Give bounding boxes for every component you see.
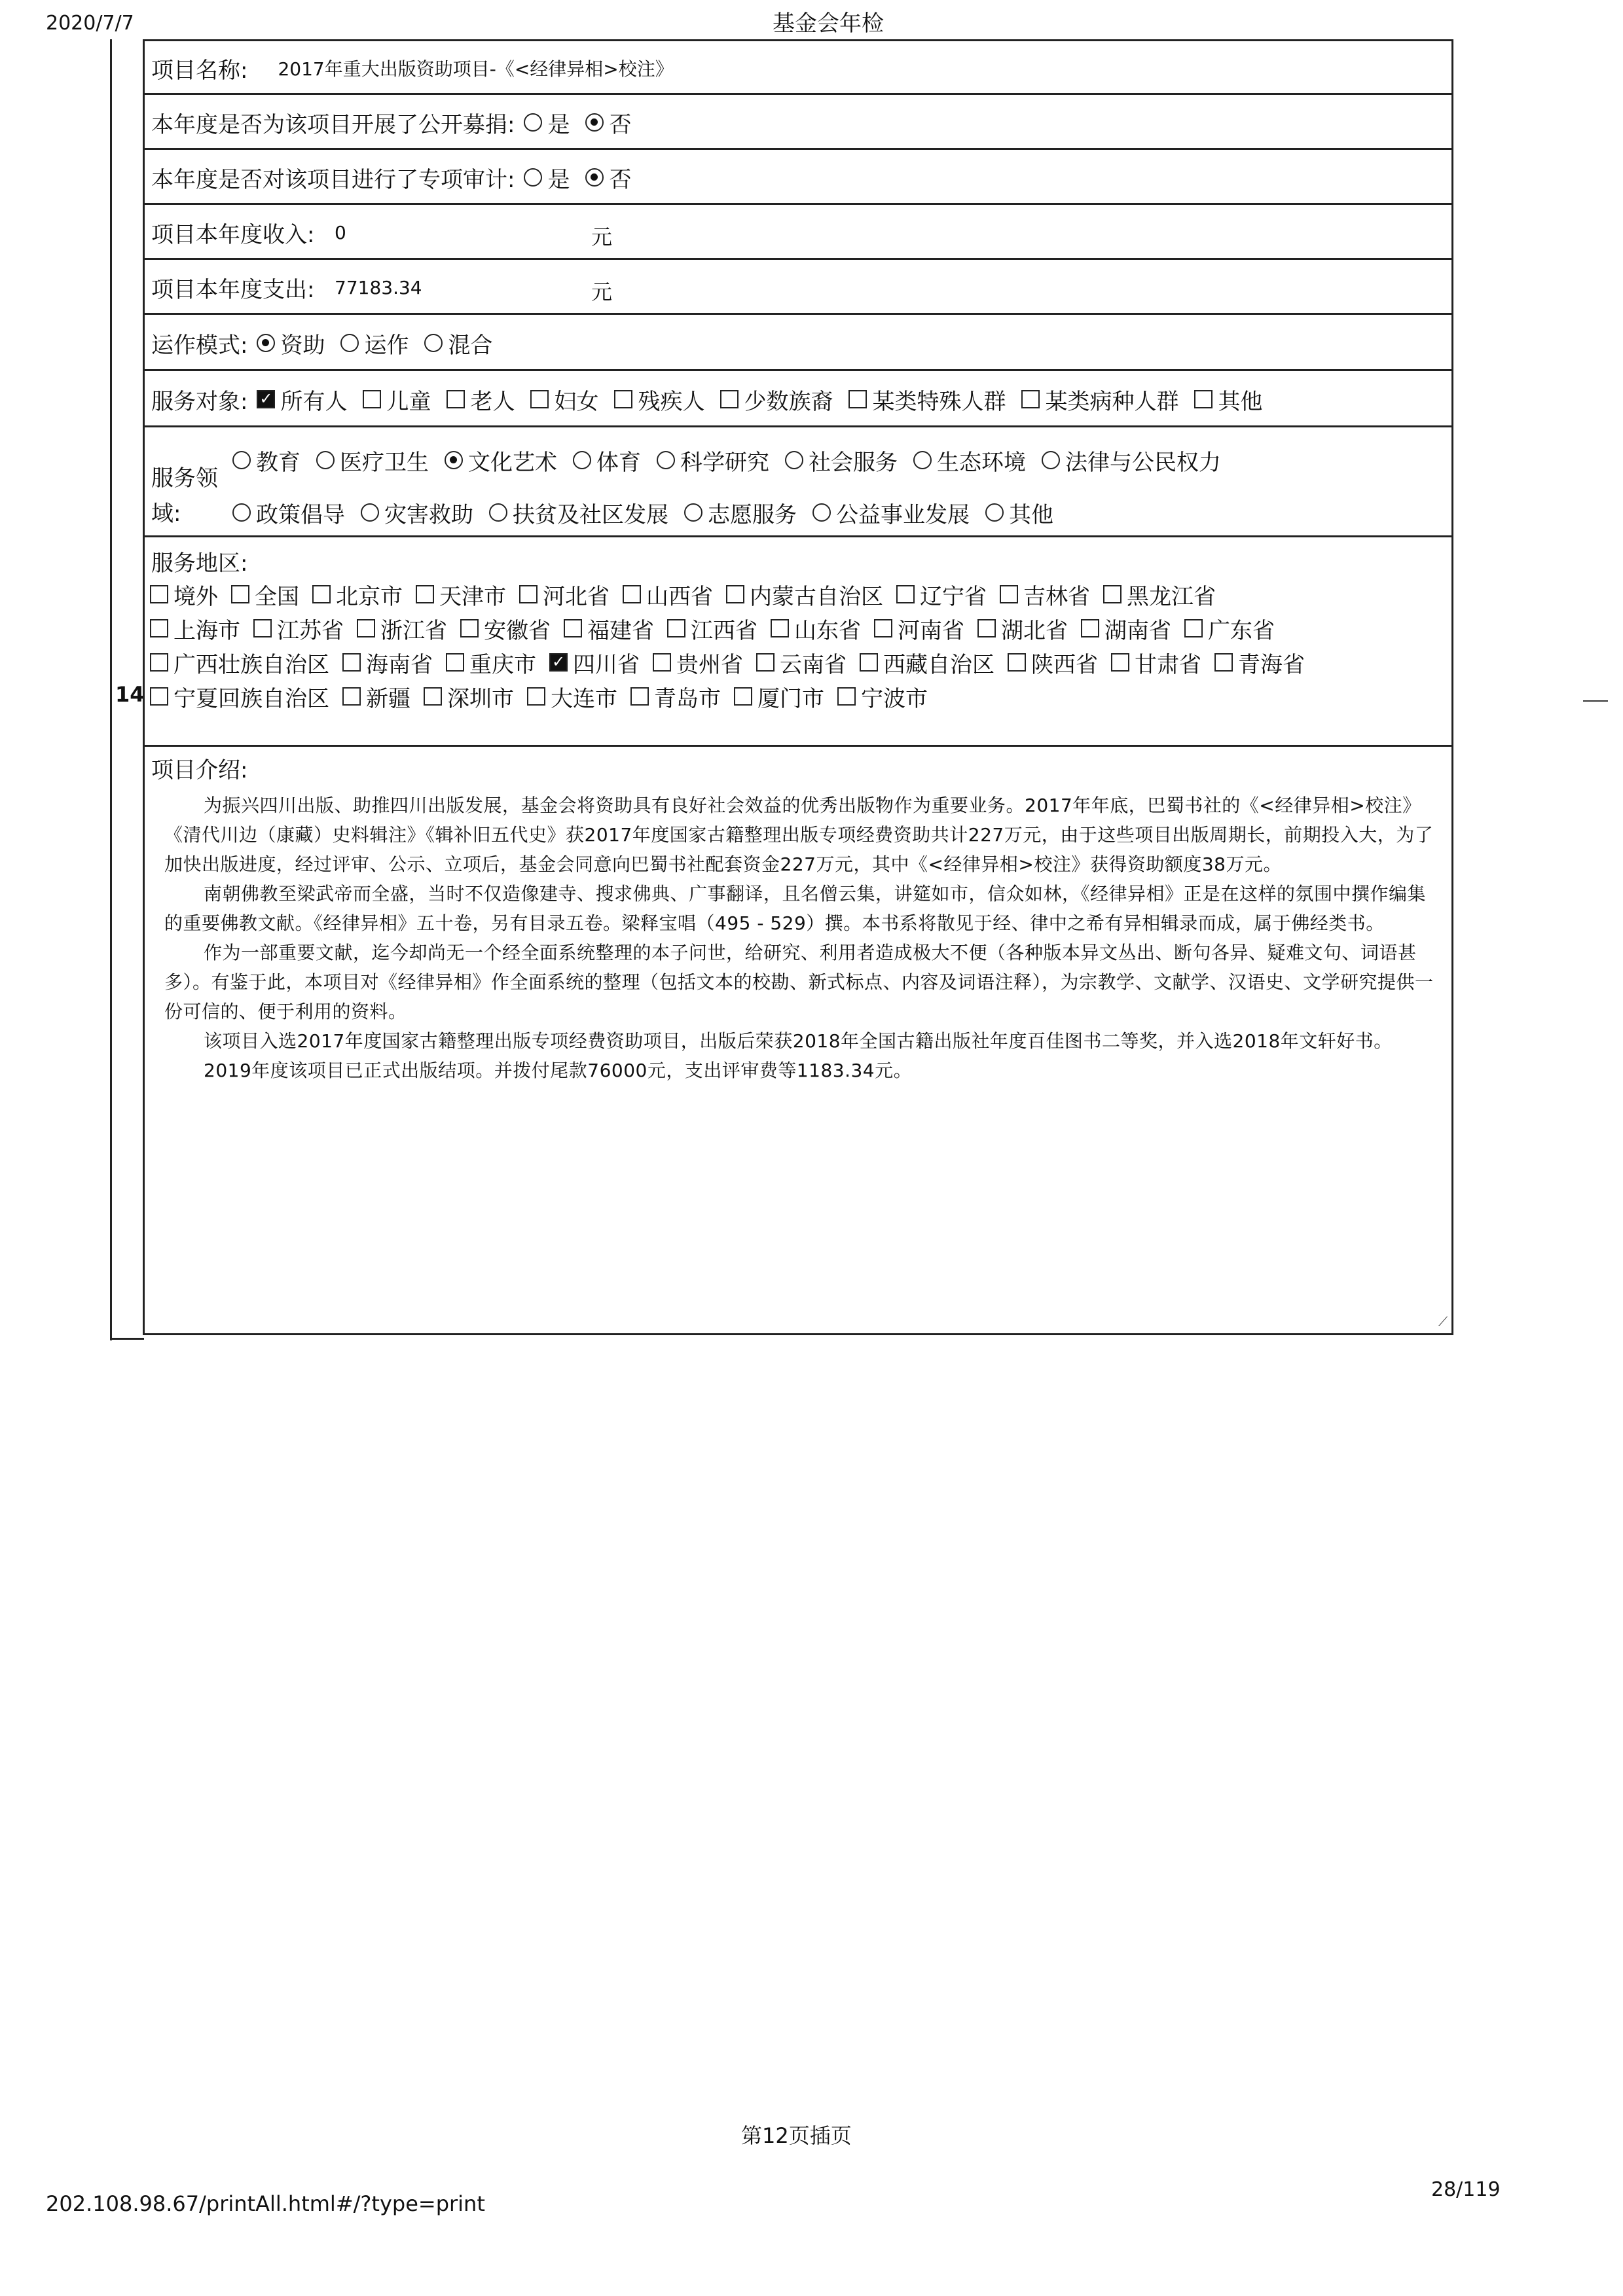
region-label: 河北省 bbox=[543, 583, 610, 610]
textarea-resize-handle-icon[interactable]: ⟋ bbox=[1438, 1314, 1448, 1329]
service-target-label: 服务对象: bbox=[151, 388, 248, 415]
region-checkbox[interactable] bbox=[837, 687, 856, 706]
income-row bbox=[145, 203, 1451, 258]
target-children-label: 儿童 bbox=[386, 388, 431, 415]
audit-no-radio[interactable] bbox=[585, 168, 604, 187]
target-women-checkbox[interactable] bbox=[530, 390, 549, 408]
field-sports-radio[interactable] bbox=[573, 451, 591, 469]
page-count: 28/119 bbox=[1431, 2178, 1501, 2201]
field-policy-label: 政策倡导 bbox=[256, 501, 345, 528]
target-special-group-checkbox[interactable] bbox=[848, 390, 867, 408]
region-checkbox[interactable] bbox=[357, 619, 375, 637]
income-value[interactable]: 0 bbox=[335, 222, 346, 243]
insert-page-label: 第12页插页 bbox=[741, 2123, 852, 2148]
field-culture-label: 文化艺术 bbox=[468, 449, 557, 476]
service-field-row bbox=[145, 425, 1451, 535]
row-index-column-border bbox=[110, 39, 112, 1340]
field-sports-label: 体育 bbox=[596, 449, 641, 476]
special-audit-row bbox=[145, 148, 1451, 203]
region-checkbox[interactable] bbox=[564, 619, 582, 637]
field-health-radio[interactable] bbox=[316, 451, 335, 469]
target-disabled-checkbox[interactable] bbox=[614, 390, 632, 408]
region-label: 陕西省 bbox=[1031, 651, 1098, 678]
field-policy-radio[interactable] bbox=[232, 503, 251, 522]
field-environment-radio[interactable] bbox=[913, 451, 932, 469]
region-checkbox[interactable] bbox=[519, 585, 538, 603]
region-checkbox[interactable] bbox=[312, 585, 331, 603]
region-checkbox[interactable] bbox=[1214, 653, 1233, 672]
intro-paragraph: 2019年度该项目已正式出版结项。并拨付尾款76000元，支出评审费等1183.34元。 bbox=[204, 1060, 913, 1081]
mode-mixed-label: 混合 bbox=[448, 332, 493, 359]
print-date: 2020/7/7 bbox=[46, 12, 134, 35]
region-label: 贵州省 bbox=[676, 651, 743, 678]
region-checkbox[interactable] bbox=[1103, 585, 1122, 603]
region-label: 辽宁省 bbox=[920, 583, 987, 610]
field-science-radio[interactable] bbox=[657, 451, 675, 469]
field-disaster-radio[interactable] bbox=[361, 503, 379, 522]
region-checkbox[interactable] bbox=[623, 585, 641, 603]
region-label: 厦门市 bbox=[757, 685, 824, 712]
region-label: 广西壮族自治区 bbox=[173, 651, 329, 678]
target-all-label: 所有人 bbox=[280, 388, 348, 415]
service-field-options-row1 bbox=[223, 440, 1228, 480]
mode-operate-radio[interactable] bbox=[340, 334, 359, 352]
project-intro-row bbox=[145, 745, 1451, 1333]
region-options-row2 bbox=[141, 612, 1279, 645]
field-volunteer-label: 志愿服务 bbox=[708, 501, 797, 528]
project-name-value[interactable]: 2017年重大出版资助项目-《<经律异相>校注》 bbox=[278, 58, 674, 80]
region-label: 山西省 bbox=[646, 583, 713, 610]
mode-mixed-radio[interactable] bbox=[424, 334, 443, 352]
region-checkbox[interactable] bbox=[1081, 619, 1099, 637]
region-checkbox[interactable] bbox=[150, 619, 168, 637]
region-checkbox[interactable] bbox=[977, 619, 996, 637]
public-fundraising-row bbox=[145, 93, 1451, 148]
region-checkbox[interactable] bbox=[460, 619, 479, 637]
region-label: 河南省 bbox=[898, 617, 964, 644]
field-other-label: 其他 bbox=[1009, 501, 1053, 528]
region-label: 黑龙江省 bbox=[1127, 583, 1216, 610]
page-title: 基金会年检 bbox=[773, 10, 884, 37]
region-checkbox[interactable] bbox=[342, 687, 361, 706]
target-other-checkbox[interactable] bbox=[1194, 390, 1213, 408]
region-options-row4 bbox=[141, 680, 932, 713]
target-other-label: 其他 bbox=[1218, 388, 1263, 415]
mode-grant-radio[interactable] bbox=[257, 334, 275, 352]
project-intro-textarea[interactable] bbox=[151, 791, 1451, 1085]
region-checkbox[interactable] bbox=[446, 653, 464, 672]
region-label: 广东省 bbox=[1208, 617, 1275, 644]
region-checkbox[interactable] bbox=[734, 687, 752, 706]
target-minorities-label: 少数族裔 bbox=[744, 388, 833, 415]
field-education-label: 教育 bbox=[256, 449, 301, 476]
field-public-welfare-radio[interactable] bbox=[812, 503, 831, 522]
service-region-row bbox=[145, 535, 1451, 745]
service-field-options-row2 bbox=[223, 493, 1060, 532]
region-checkbox[interactable] bbox=[150, 653, 168, 672]
region-label: 山东省 bbox=[794, 617, 861, 644]
target-special-group-label: 某类特殊人群 bbox=[872, 388, 1006, 415]
operation-mode-label: 运作模式: bbox=[151, 332, 248, 359]
region-label: 湖北省 bbox=[1001, 617, 1068, 644]
region-checkbox[interactable] bbox=[756, 653, 775, 672]
region-checkbox[interactable] bbox=[874, 619, 892, 637]
region-label: 青海省 bbox=[1238, 651, 1305, 678]
service-target-row bbox=[145, 369, 1451, 425]
expense-unit: 元 bbox=[591, 279, 613, 304]
field-other-radio[interactable] bbox=[985, 503, 1004, 522]
region-label: 江苏省 bbox=[277, 617, 344, 644]
region-checkbox[interactable] bbox=[630, 687, 649, 706]
public-fundraising-label: 本年度是否为该项目开展了公开募捐: bbox=[151, 111, 515, 138]
region-checkbox[interactable] bbox=[653, 653, 671, 672]
page-url: 202.108.98.67/printAll.html#/?type=print bbox=[46, 2191, 485, 2216]
income-label: 项目本年度收入: bbox=[151, 221, 315, 248]
region-label: 天津市 bbox=[439, 583, 506, 610]
region-checkbox[interactable] bbox=[667, 619, 685, 637]
region-label: 内蒙古自治区 bbox=[750, 583, 883, 610]
region-label: 安徽省 bbox=[484, 617, 551, 644]
mode-grant-label: 资助 bbox=[280, 332, 325, 359]
region-checkbox[interactable]: ✓ bbox=[549, 653, 568, 672]
region-label: 上海市 bbox=[173, 617, 240, 644]
region-checkbox[interactable] bbox=[1111, 653, 1129, 672]
region-label: 四川省 bbox=[573, 651, 640, 678]
audit-yes-label: 是 bbox=[547, 166, 570, 193]
field-science-label: 科学研究 bbox=[680, 449, 769, 476]
service-region-label: 服务地区: bbox=[151, 550, 248, 577]
region-label: 海南省 bbox=[366, 651, 433, 678]
region-checkbox[interactable] bbox=[771, 619, 789, 637]
field-social-service-radio[interactable] bbox=[785, 451, 803, 469]
region-checkbox[interactable] bbox=[342, 653, 361, 672]
fundraising-yes-label: 是 bbox=[547, 111, 570, 138]
region-checkbox[interactable] bbox=[1008, 653, 1026, 672]
region-options-row3 bbox=[141, 646, 1309, 679]
field-education-radio[interactable] bbox=[232, 451, 251, 469]
expense-label: 项目本年度支出: bbox=[151, 276, 315, 303]
target-women-label: 妇女 bbox=[554, 388, 599, 415]
region-checkbox[interactable] bbox=[231, 585, 249, 603]
special-audit-label: 本年度是否对该项目进行了专项审计: bbox=[151, 166, 515, 193]
field-law-radio[interactable] bbox=[1042, 451, 1060, 469]
field-culture-radio[interactable] bbox=[445, 451, 463, 469]
region-checkbox[interactable] bbox=[860, 653, 878, 672]
project-form bbox=[143, 39, 1453, 1335]
audit-no-label: 否 bbox=[609, 166, 632, 193]
region-options-row1 bbox=[141, 578, 1220, 611]
row-index-number: 14 bbox=[115, 682, 145, 707]
target-minorities-checkbox[interactable] bbox=[720, 390, 739, 408]
region-label: 湖南省 bbox=[1104, 617, 1171, 644]
region-checkbox[interactable] bbox=[416, 585, 434, 603]
target-disease-group-checkbox[interactable] bbox=[1021, 390, 1040, 408]
region-label: 大连市 bbox=[551, 685, 617, 712]
operation-mode-row bbox=[145, 313, 1451, 369]
region-label: 西藏自治区 bbox=[883, 651, 994, 678]
fundraising-no-label: 否 bbox=[609, 111, 632, 138]
target-elderly-checkbox[interactable] bbox=[447, 390, 465, 408]
field-volunteer-radio[interactable] bbox=[684, 503, 702, 522]
margin-mark bbox=[1583, 700, 1608, 702]
region-checkbox[interactable] bbox=[150, 585, 168, 603]
region-label: 云南省 bbox=[780, 651, 847, 678]
row-index-column-bottom bbox=[110, 1338, 144, 1340]
region-label: 福建省 bbox=[587, 617, 654, 644]
region-checkbox[interactable] bbox=[253, 619, 272, 637]
field-social-service-label: 社会服务 bbox=[809, 449, 898, 476]
region-label: 浙江省 bbox=[380, 617, 447, 644]
region-label: 境外 bbox=[173, 583, 218, 610]
region-label: 青岛市 bbox=[654, 685, 721, 712]
target-children-checkbox[interactable] bbox=[363, 390, 381, 408]
fundraising-yes-radio[interactable] bbox=[524, 113, 542, 132]
field-poverty-radio[interactable] bbox=[489, 503, 507, 522]
region-checkbox[interactable] bbox=[150, 687, 168, 706]
region-label: 全国 bbox=[255, 583, 299, 610]
income-unit: 元 bbox=[591, 224, 613, 249]
intro-paragraph: 南朝佛教至梁武帝而全盛，当时不仅造像建寺、搜求佛典、广事翻译，且名僧云集，讲筵如市，信众如林，《经律异相》正是在这样的氛围中撰作编集的重要佛教文献。《经律异相》五十卷，另有目录五卷。梁释宝唱（495 - 529）撰。本书系将散见于经、律中之希有异相辑录而成，属于佛经类书。 bbox=[164, 883, 1427, 934]
project-name-label: 项目名称: bbox=[151, 57, 248, 84]
target-disease-group-label: 某类病种人群 bbox=[1045, 388, 1179, 415]
region-checkbox[interactable] bbox=[1000, 585, 1018, 603]
region-label: 深圳市 bbox=[447, 685, 514, 712]
field-public-welfare-label: 公益事业发展 bbox=[836, 501, 970, 528]
region-label: 重庆市 bbox=[469, 651, 536, 678]
project-intro-label: 项目介绍: bbox=[151, 757, 248, 783]
region-label: 吉林省 bbox=[1023, 583, 1090, 610]
region-checkbox[interactable] bbox=[896, 585, 915, 603]
target-elderly-label: 老人 bbox=[470, 388, 515, 415]
mode-operate-label: 运作 bbox=[364, 332, 409, 359]
region-label: 宁夏回族自治区 bbox=[173, 685, 329, 712]
audit-yes-radio[interactable] bbox=[524, 168, 542, 187]
project-name-row bbox=[145, 39, 1451, 93]
service-field-label-1: 服务领 bbox=[151, 465, 218, 492]
intro-paragraph: 该项目入选2017年度国家古籍整理出版专项经费资助项目，出版后荣获2018年全国古籍出版社年度百佳图书二等奖，并入选2018年文轩好书。 bbox=[204, 1030, 1393, 1052]
region-label: 北京市 bbox=[336, 583, 403, 610]
field-disaster-label: 灾害救助 bbox=[384, 501, 473, 528]
region-checkbox[interactable] bbox=[726, 585, 744, 603]
expense-row bbox=[145, 258, 1451, 313]
expense-value[interactable]: 77183.34 bbox=[335, 277, 422, 298]
fundraising-no-radio[interactable] bbox=[585, 113, 604, 132]
field-poverty-label: 扶贫及社区发展 bbox=[513, 501, 668, 528]
field-health-label: 医疗卫生 bbox=[340, 449, 429, 476]
field-law-label: 法律与公民权力 bbox=[1065, 449, 1221, 476]
region-label: 宁波市 bbox=[861, 685, 928, 712]
intro-paragraph: 作为一部重要文献，迄今却尚无一个经全面系统整理的本子问世，给研究、利用者造成极大不便（各种版本异文丛出、断句各异、疑难文句、词语甚多）。有鉴于此，本项目对《经律异相》作全面系统的整理（包括文本的校勘、新式标点、内容及词语注释），为宗教学、文献学、汉语史、文学研究提供一份可信的、便于利用的资料。 bbox=[164, 942, 1434, 1022]
region-label: 江西省 bbox=[691, 617, 757, 644]
intro-paragraph: 为振兴四川出版、助推四川出版发展，基金会将资助具有良好社会效益的优秀出版物作为重要业务。2017年年底，巴蜀书社的《<经律异相>校注》《清代川边（康藏）史料辑注》《辑补旧五代史》获2017年度国家古籍整理出版专项经费资助共计227万元，由于这些项目出版周期长，前期投入大，为了加快出版进度，经过评审、公示、立项后，基金会同意向巴蜀书社配套资金227万元，其中《<经律异相>校注》获得资助额度38万元。 bbox=[164, 795, 1434, 875]
region-label: 甘肃省 bbox=[1135, 651, 1201, 678]
region-checkbox[interactable] bbox=[527, 687, 545, 706]
target-disabled-label: 残疾人 bbox=[638, 388, 705, 415]
field-environment-label: 生态环境 bbox=[937, 449, 1026, 476]
region-checkbox[interactable] bbox=[424, 687, 442, 706]
region-checkbox[interactable] bbox=[1184, 619, 1203, 637]
service-field-label-2: 域: bbox=[151, 501, 181, 527]
region-label: 新疆 bbox=[366, 685, 410, 712]
target-all-checkbox[interactable]: ✓ bbox=[257, 390, 275, 408]
